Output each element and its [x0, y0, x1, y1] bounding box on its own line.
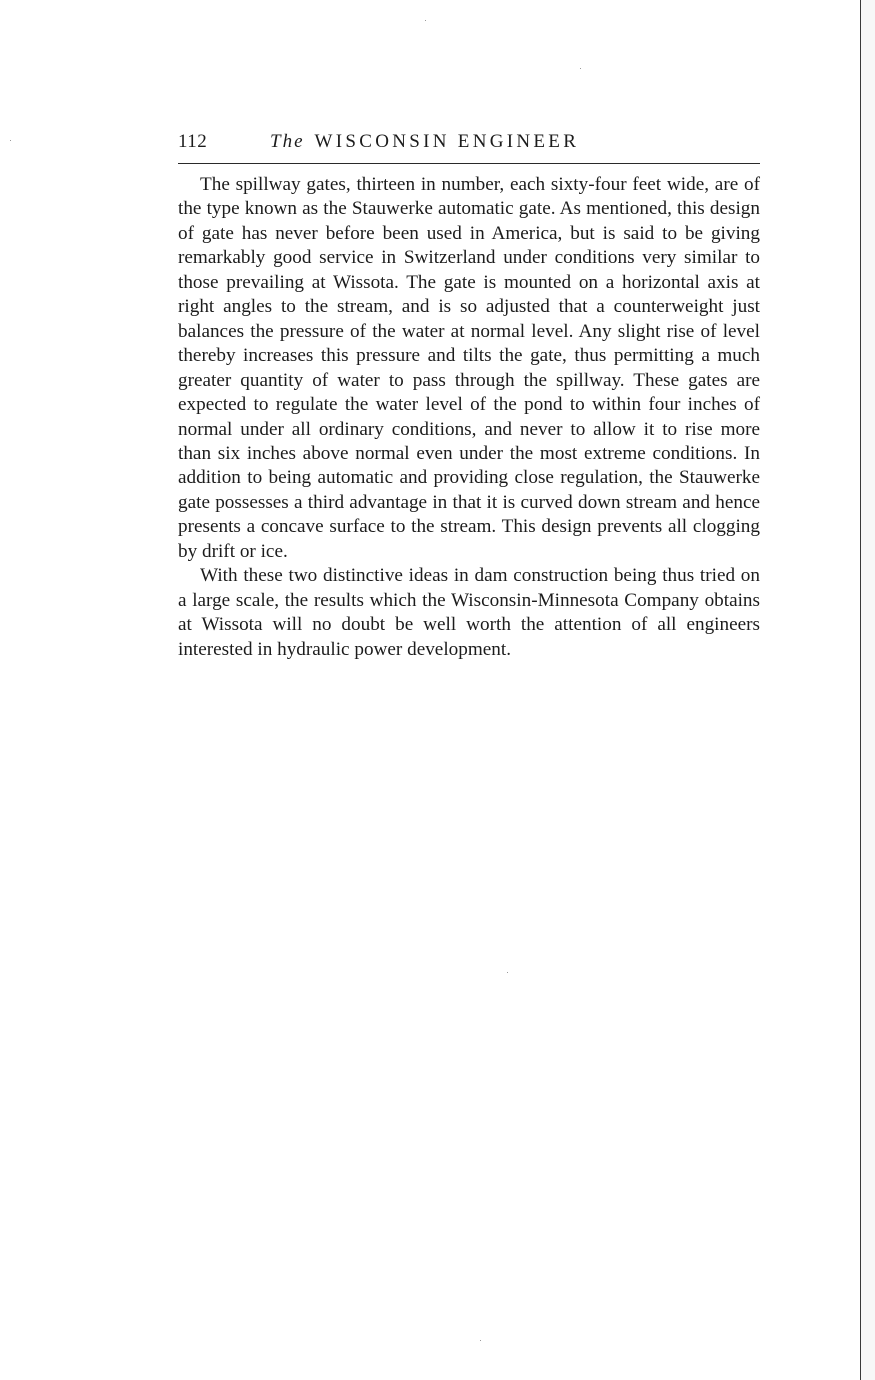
page-number: 112 — [178, 131, 208, 152]
scan-speck — [425, 20, 426, 21]
running-header — [178, 131, 760, 161]
page-edge-shadow — [861, 0, 875, 1380]
journal-title-article: The — [270, 131, 305, 152]
header-rule — [178, 163, 760, 164]
scan-speck — [507, 972, 508, 973]
scan-speck — [580, 68, 581, 69]
scan-speck — [480, 1340, 481, 1341]
scan-speck — [10, 140, 11, 141]
article-body — [178, 173, 760, 662]
journal-title — [270, 131, 579, 153]
paragraph-conclusion: With these two distinctive ideas in dam construction being thus tried on a large scale, the results which the Wisconsin-Minnesota Company obtains at Wissota will no doubt be well worth the attention of all engineers interested in hydraulic power development. — [178, 565, 760, 660]
journal-title-main: WISCONSIN ENGINEER — [314, 131, 580, 152]
paragraph-spillway-gates: The spillway gates, thirteen in number, each sixty-four feet wide, are of the type known as the Stauwerke automatic gate. As mentioned, this design of gate has never before been used in America, but is said to be giving remarkably good service in Switzerland under conditions very similar to those prevailing at Wissota. The gate is mounted on a horizontal axis at right angles to the stream, and is so adjusted that a counterweight just balances the pressure of the water at normal level. Any slight rise of level thereby increases this pressure and tilts the gate, thus permitting a much greater quantity of water to pass through the spillway. These gates are expected to regulate the water level of the pond to within four inches of normal under all ordinary conditions, and never to allow it to rise more than six inches above normal even under the most extreme conditions. In addition to being automatic and providing close regulation, the Stauwerke gate possesses a third advantage in that it is curved down stream and hence presents a concave surface to the stream. This design prevents all clogging by drift or ice. — [178, 174, 760, 562]
page-edge — [860, 0, 861, 1380]
